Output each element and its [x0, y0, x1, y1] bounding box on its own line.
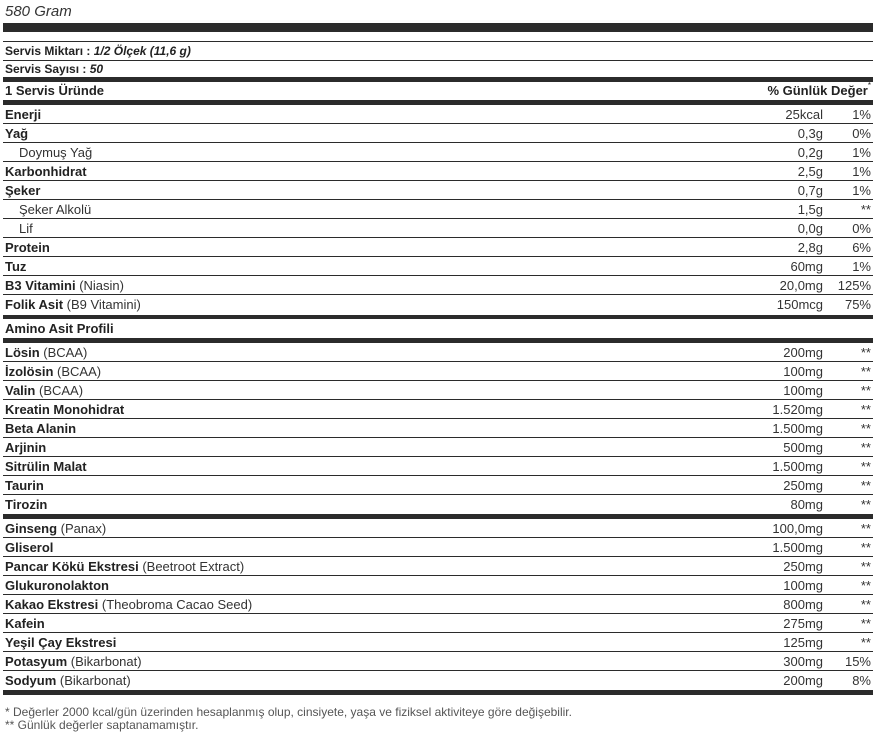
nutrient-name: Protein [5, 240, 50, 255]
nutrient-label [5, 633, 116, 652]
nutrient-amount: 1,5g [797, 202, 823, 217]
divider-thin [3, 60, 873, 61]
divider-thick [3, 315, 873, 319]
nutrient-daily-value: ** [860, 635, 871, 650]
nutrient-daily-value: ** [860, 559, 871, 574]
nutrient-name: Lösin [5, 345, 40, 360]
table-row [3, 362, 873, 381]
nutrient-amount: 125mg [783, 635, 823, 650]
table-row [3, 219, 873, 238]
nutrient-label [19, 219, 33, 238]
nutrient-daily-value: ** [860, 616, 871, 631]
nutrient-daily-value: ** [860, 421, 871, 436]
nutrient-name: Valin [5, 383, 36, 398]
table-row [3, 652, 873, 671]
nutrient-daily-value: 0% [852, 221, 871, 236]
nutrient-amount: 80mg [790, 497, 823, 512]
nutrient-daily-value: ** [860, 459, 871, 474]
nutrient-amount: 0,7g [797, 183, 823, 198]
table-row [3, 276, 873, 295]
nutrient-amount: 500mg [783, 440, 823, 455]
table-row [3, 419, 873, 438]
nutrient-name: Pancar Kökü Ekstresi [5, 559, 139, 574]
nutrient-label [5, 295, 141, 314]
table-row [3, 457, 873, 476]
nutrient-name: Sodyum [5, 673, 57, 688]
nutrient-label [5, 343, 87, 362]
nutrient-label [5, 124, 28, 143]
nutrient-daily-value: ** [860, 383, 871, 398]
nutrient-amount: 275mg [783, 616, 823, 631]
nutrient-label [5, 476, 44, 495]
nutrient-label [5, 557, 244, 576]
nutrient-daily-value: ** [860, 364, 871, 379]
nutrient-name: Taurin [5, 478, 44, 493]
nutrient-amount: 2,5g [797, 164, 823, 179]
nutrient-name: Tuz [5, 259, 27, 274]
nutrient-daily-value: ** [860, 597, 871, 612]
nutrient-amount: 20,0mg [779, 278, 823, 293]
footnote-1: * Değerler 2000 kcal/gün üzerinden hesaplanmış olup, cinsiyete, yaşa ve fiziksel aktiviteye göre değişebilir. [5, 705, 572, 719]
nutrient-name: Beta Alanin [5, 421, 77, 436]
nutrient-amount: 100mg [783, 364, 823, 379]
nutrient-amount: 200mg [783, 345, 823, 360]
table-row [3, 633, 873, 652]
nutrient-label [5, 276, 124, 295]
nutrient-amount: 60mg [790, 259, 823, 274]
amino-section-header [3, 320, 873, 338]
divider-thick [3, 690, 873, 695]
nutrient-label [19, 200, 91, 219]
table-row [3, 576, 873, 595]
amino-title: Amino Asit Profili [5, 321, 114, 336]
nutrient-label [5, 162, 87, 181]
nutrient-amount: 25kcal [785, 107, 823, 122]
header-daily-value: % Günlük Değer* [767, 81, 871, 98]
nutrient-daily-value: 1% [852, 145, 871, 160]
table-row [3, 200, 873, 219]
nutrient-name: Potasyum [5, 654, 68, 669]
nutrient-daily-value: 0% [852, 126, 871, 141]
table-row [3, 181, 873, 200]
serving-count-label: Servis Sayısı : [5, 62, 87, 76]
nutrient-label [5, 519, 106, 538]
nutrient-daily-value: ** [860, 440, 871, 455]
serving-count-value: 50 [89, 62, 104, 76]
nutrient-amount: 100mg [783, 383, 823, 398]
nutrient-detail: (Niasin) [79, 278, 124, 293]
serving-size [5, 42, 191, 60]
nutrient-name: Şeker [5, 183, 41, 198]
table-row [3, 295, 873, 314]
table-row [3, 124, 873, 143]
nutrient-amount: 150mcg [776, 297, 823, 312]
nutrient-name: Kafein [5, 616, 45, 631]
nutrient-detail: (BCAA) [43, 345, 88, 360]
table-header [3, 82, 873, 100]
table-row [3, 343, 873, 362]
nutrient-label [5, 257, 26, 276]
nutrient-daily-value: ** [860, 202, 871, 217]
nutrient-amount: 1.500mg [772, 459, 823, 474]
serving-size-value: 1/2 Ölçek (11,6 g) [93, 44, 191, 58]
nutrient-name: Glukuronolakton [5, 578, 109, 593]
table-row [3, 671, 873, 690]
nutrient-label [5, 652, 142, 671]
nutrient-name: Yeşil Çay Ekstresi [5, 635, 117, 650]
nutrient-label [5, 671, 131, 690]
nutrient-amount: 1.520mg [772, 402, 823, 417]
nutrient-name: Yağ [5, 126, 29, 141]
nutrient-name: Ginseng [5, 521, 58, 536]
nutrient-daily-value: 8% [852, 673, 871, 688]
nutrient-daily-value: 1% [852, 107, 871, 122]
table-row [3, 538, 873, 557]
nutrient-daily-value: ** [860, 540, 871, 555]
nutrient-daily-value: ** [860, 345, 871, 360]
nutrient-name: Kreatin Monohidrat [5, 402, 125, 417]
nutrient-name: Karbonhidrat [5, 164, 87, 179]
nutrient-amount: 300mg [783, 654, 823, 669]
nutrient-daily-value: ** [860, 402, 871, 417]
nutrient-label [5, 400, 124, 419]
nutrient-daily-value: 1% [852, 259, 871, 274]
nutrient-amount: 250mg [783, 559, 823, 574]
nutrient-label [5, 538, 53, 557]
nutrient-detail: (BCAA) [38, 383, 84, 398]
nutrient-amount: 0,3g [797, 126, 823, 141]
serving-size-label: Servis Miktarı : [5, 44, 91, 58]
nutrient-detail: (Bikarbonat) [70, 654, 142, 669]
nutrient-daily-value: 15% [844, 654, 871, 669]
nutrient-name: Sitrülin Malat [5, 459, 87, 474]
nutrient-label [5, 105, 41, 124]
nutrient-name: İzolösin [5, 364, 54, 379]
nutrient-detail: (BCAA) [57, 364, 102, 379]
table-row [3, 143, 873, 162]
nutrient-daily-value: ** [860, 478, 871, 493]
nutrient-amount: 200mg [783, 673, 823, 688]
nutrient-daily-value: 125% [837, 278, 871, 293]
nutrient-name: B3 Vitamini [5, 278, 76, 293]
table-row [3, 595, 873, 614]
nutrient-daily-value: 1% [852, 183, 871, 198]
table-row [3, 238, 873, 257]
header-per-serving: 1 Servis Üründe [5, 83, 104, 98]
nutrient-label [5, 495, 47, 514]
nutrient-detail: (Bikarbonat) [59, 673, 131, 688]
nutrient-label [5, 381, 83, 400]
nutrient-detail: Doymuş Yağ [19, 145, 93, 160]
product-weight: 580 Gram [5, 3, 72, 20]
nutrient-daily-value: 1% [852, 164, 871, 179]
nutrient-name: Enerji [5, 107, 42, 122]
serving-count [5, 60, 103, 78]
table-row [3, 257, 873, 276]
nutrient-amount: 100,0mg [772, 521, 823, 536]
nutrient-amount: 0,0g [797, 221, 823, 236]
nutrient-daily-value: ** [860, 497, 871, 512]
nutrient-name: Tirozin [5, 497, 48, 512]
nutrient-label [5, 438, 46, 457]
nutrient-label [5, 181, 40, 200]
nutrient-detail: (Beetroot Extract) [142, 559, 245, 574]
nutrient-amount: 100mg [783, 578, 823, 593]
nutrient-label [5, 457, 87, 476]
nutrient-daily-value: 75% [844, 297, 871, 312]
table-row [3, 476, 873, 495]
nutrient-daily-value: ** [860, 578, 871, 593]
nutrient-label [5, 362, 101, 381]
nutrient-detail: Lif [19, 221, 33, 236]
nutrient-name: Folik Asit [5, 297, 64, 312]
table-row [3, 557, 873, 576]
nutrient-label [5, 238, 50, 257]
table-row [3, 400, 873, 419]
nutrient-detail: (Theobroma Cacao Seed) [101, 597, 253, 612]
nutrient-amount: 800mg [783, 597, 823, 612]
table-row [3, 162, 873, 181]
nutrient-amount: 1.500mg [772, 540, 823, 555]
divider-thick [3, 23, 873, 32]
table-row [3, 614, 873, 633]
nutrient-label [5, 614, 45, 633]
nutrient-amount: 250mg [783, 478, 823, 493]
nutrient-label [5, 595, 252, 614]
footnote-2: ** Günlük değerler saptanamamıştır. [5, 718, 199, 732]
table-row [3, 105, 873, 124]
nutrient-name: Arjinin [5, 440, 47, 455]
nutrient-detail: (B9 Vitamini) [66, 297, 141, 312]
nutrient-name: Gliserol [5, 540, 54, 555]
nutrient-detail: Şeker Alkolü [19, 202, 92, 217]
nutrient-amount: 1.500mg [772, 421, 823, 436]
nutrient-label [19, 143, 92, 162]
nutrient-detail: (Panax) [60, 521, 107, 536]
nutrient-daily-value: 6% [852, 240, 871, 255]
nutrient-label [5, 576, 109, 595]
table-row [3, 495, 873, 514]
nutrient-label [5, 419, 76, 438]
nutrient-amount: 0,2g [797, 145, 823, 160]
nutrient-name: Kakao Ekstresi [5, 597, 99, 612]
table-row [3, 438, 873, 457]
nutrient-daily-value: ** [860, 521, 871, 536]
table-row [3, 381, 873, 400]
nutrient-amount: 2,8g [797, 240, 823, 255]
table-row [3, 519, 873, 538]
